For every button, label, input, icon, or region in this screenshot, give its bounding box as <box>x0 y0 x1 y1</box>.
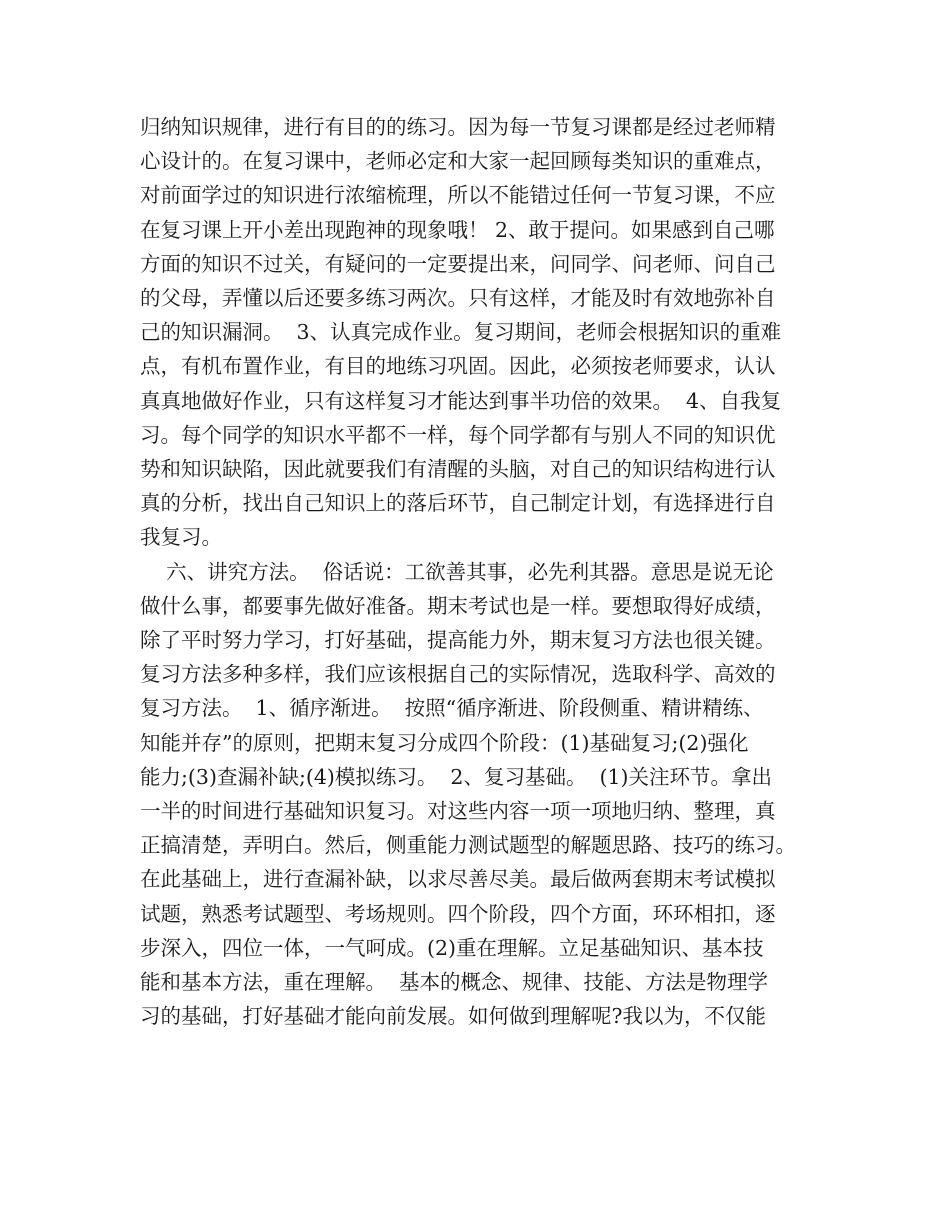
text-line: 六、讲究方法。 俗话说：工欲善其事，必先利其器。意思是说无论 <box>140 559 774 584</box>
text-line: 能和基本方法，重在理解。 基本的概念、规律、技能、方法是物理学 <box>140 970 769 995</box>
text-line: 势和知识缺陷，因此就要我们有清醒的头脑，对自己的知识结构进行认 <box>140 457 776 482</box>
text-line: 知能并存”的原则，把期末复习分成四个阶段：(1)基础复习;(2)强化 <box>140 730 749 755</box>
text-line: 己的知识漏洞。 3、认真完成作业。复习期间，老师会根据知识的重难 <box>140 320 782 345</box>
text-line: 在此基础上，进行查漏补缺，以求尽善尽美。最后做两套期末考试模拟 <box>140 867 776 892</box>
text-line: 对前面学过的知识进行浓缩梳理，所以不能错过任何一节复习课，不应 <box>140 183 776 208</box>
text-line: 真的分析，找出自己知识上的落后环节，自己制定计划，有选择进行自 <box>140 491 776 516</box>
text-line: 归纳知识规律，进行有目的的练习。因为每一节复习课都是经过老师精 <box>140 115 776 139</box>
body-text <box>140 110 820 1033</box>
text-line: 能力;(3)查漏补缺;(4)模拟练习。 2、复习基础。 (1)关注环节。拿出 <box>140 764 773 789</box>
text-line: 习。每个同学的知识水平都不一样，每个同学都有与别人不同的知识优 <box>140 422 776 447</box>
text-line: 除了平时努力学习，打好基础，提高能力外，期末复习方法也很关键。 <box>140 628 776 653</box>
text-line: 一半的时间进行基础知识复习。对这些内容一项一项地归纳、整理，真 <box>140 799 776 824</box>
text-line: 我复习。 <box>140 525 222 550</box>
text-line: 试题，熟悉考试题型、考场规则。四个阶段，四个方面，环环相扣，逐 <box>140 901 776 926</box>
text-line: 真真地做好作业，只有这样复习才能达到事半功倍的效果。 4、自我复 <box>140 388 782 413</box>
text-line: 点，有机布置作业，有目的地练习巩固。因此，必须按老师要求，认认 <box>140 354 776 379</box>
text-line: 复习方法。 1、循序渐进。 按照“循序渐进、阶段侧重、精讲精练、 <box>140 696 764 721</box>
text-line: 做什么事，都要事先做好准备。期末考试也是一样。要想取得好成绩， <box>140 593 776 618</box>
text-line: 在复习课上开小差出现跑神的现象哦！ 2、敢于提问。如果感到自己哪 <box>140 217 775 242</box>
text-line: 步深入，四位一体，一气呵成。(2)重在理解。立足基础知识、基本技 <box>140 935 764 960</box>
text-line: 心设计的。在复习课中，老师必定和大家一起回顾每类知识的重难点， <box>140 149 776 174</box>
text-line: 正搞清楚，弄明白。然后，侧重能力测试题型的解题思路、技巧的练习。 <box>140 833 796 858</box>
text-line: 复习方法多种多样，我们应该根据自己的实际情况，选取科学、高效的 <box>140 662 776 687</box>
text-line: 的父母，弄懂以后还要多练习两次。只有这样，才能及时有效地弥补自 <box>140 286 776 311</box>
text-line: 方面的知识不过关，有疑问的一定要提出来，问同学、问老师、问自己 <box>140 251 776 276</box>
text-line: 习的基础，打好基础才能向前发展。如何做到理解呢?我以为，不仅能 <box>140 1004 766 1029</box>
